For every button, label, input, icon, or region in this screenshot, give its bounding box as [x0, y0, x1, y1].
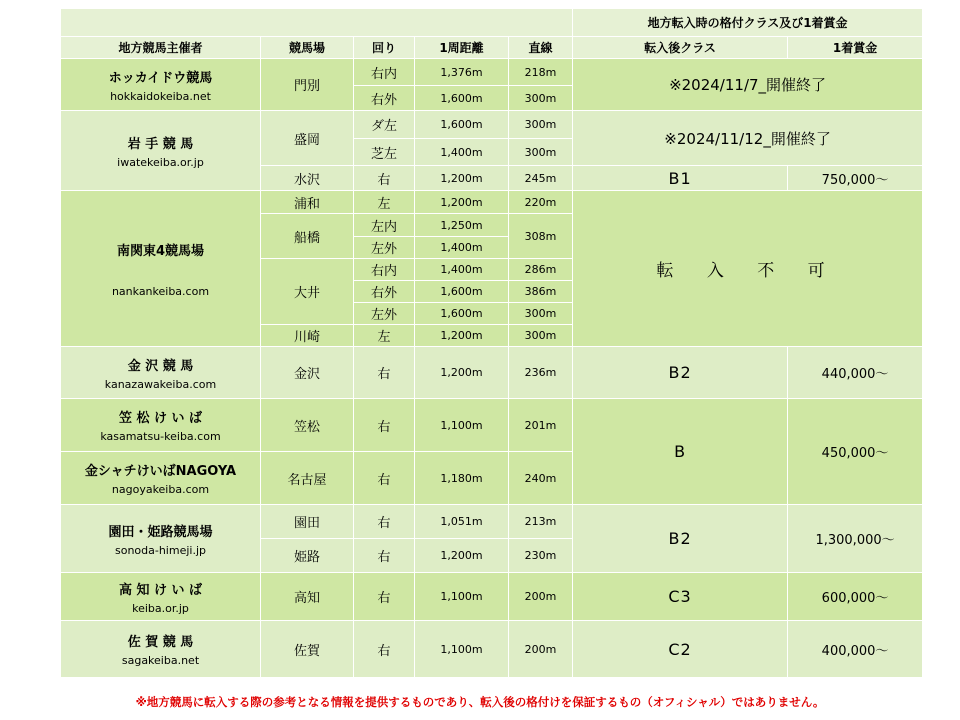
distance-cell: 1,600m	[415, 86, 509, 111]
operator-name: 南関東4競馬場	[116, 243, 205, 259]
header-row-columns	[61, 37, 923, 59]
class-cell: C2	[573, 621, 788, 678]
header-course: 競馬場	[261, 37, 354, 59]
distance-cell: 1,100m	[415, 621, 509, 678]
table-row	[61, 505, 923, 539]
table-row	[61, 347, 923, 399]
class-cell: B1	[573, 166, 788, 191]
operator-name: 岩 手 競 馬	[127, 136, 194, 152]
direction-cell: 芝左	[354, 139, 415, 166]
distance-cell: 1,180m	[415, 452, 509, 505]
straight-cell: 286m	[509, 259, 573, 281]
direction-cell: 右外	[354, 281, 415, 303]
course-cell: 船橋	[261, 214, 354, 259]
distance-cell: 1,051m	[415, 505, 509, 539]
operator-cell	[61, 573, 261, 621]
course-cell: 門別	[261, 59, 354, 111]
straight-cell: 201m	[509, 399, 573, 452]
operator-cell	[61, 399, 261, 452]
distance-cell: 1,400m	[415, 237, 509, 259]
table-row	[61, 399, 923, 452]
straight-cell: 245m	[509, 166, 573, 191]
course-cell: 姫路	[261, 539, 354, 573]
operator-url: kasamatsu-keiba.com	[100, 430, 221, 443]
operator-cell	[61, 191, 261, 347]
header-direction: 回り	[354, 37, 415, 59]
operator-name: 園田・姫路競馬場	[108, 524, 213, 540]
direction-cell: 右	[354, 452, 415, 505]
operator-url: nankankeiba.com	[111, 284, 210, 298]
course-cell: 名古屋	[261, 452, 354, 505]
distance-cell: 1,600m	[415, 111, 509, 139]
straight-cell: 200m	[509, 573, 573, 621]
operator-cell	[61, 621, 261, 678]
class-cell: B	[573, 399, 788, 505]
direction-cell: 左内	[354, 214, 415, 237]
operator-url: sagakeiba.net	[121, 654, 200, 667]
direction-cell: 右外	[354, 86, 415, 111]
straight-cell: 236m	[509, 347, 573, 399]
straight-cell: 308m	[509, 214, 573, 259]
table-row	[61, 573, 923, 621]
direction-cell: 右	[354, 621, 415, 678]
distance-cell: 1,376m	[415, 59, 509, 86]
closed-notice-cell: ※2024/11/12_開催終了	[573, 111, 923, 166]
course-cell: 水沢	[261, 166, 354, 191]
course-cell: 大井	[261, 259, 354, 325]
header-distance: 1周距離	[415, 37, 509, 59]
prize-cell: 450,000～	[788, 399, 923, 505]
operator-name: 笠 松 け い ば	[118, 411, 203, 426]
distance-cell: 1,200m	[415, 539, 509, 573]
straight-cell: 300m	[509, 86, 573, 111]
distance-cell: 1,100m	[415, 573, 509, 621]
distance-cell: 1,600m	[415, 281, 509, 303]
distance-cell: 1,200m	[415, 191, 509, 214]
table-row	[61, 59, 923, 86]
course-cell: 川崎	[261, 325, 354, 347]
direction-cell: 左	[354, 325, 415, 347]
operator-name: 金シャチけいばNAGOYA	[84, 464, 237, 479]
direction-cell: 右	[354, 166, 415, 191]
table-row	[61, 621, 923, 678]
course-cell: 金沢	[261, 347, 354, 399]
straight-cell: 386m	[509, 281, 573, 303]
header-blank	[61, 9, 573, 37]
direction-cell: 右	[354, 399, 415, 452]
operator-cell	[61, 347, 261, 399]
operator-url: iwatekeiba.or.jp	[117, 155, 204, 169]
course-cell: 浦和	[261, 191, 354, 214]
class-cell: B2	[573, 347, 788, 399]
operator-cell	[61, 505, 261, 573]
prize-cell: 1,300,000～	[788, 505, 923, 573]
straight-cell: 300m	[509, 325, 573, 347]
operator-cell	[61, 452, 261, 505]
direction-cell: 右	[354, 573, 415, 621]
course-cell: 佐賀	[261, 621, 354, 678]
course-cell: 園田	[261, 505, 354, 539]
straight-cell: 220m	[509, 191, 573, 214]
operator-url: kanazawakeiba.com	[104, 377, 217, 391]
straight-cell: 300m	[509, 303, 573, 325]
disclaimer-notice: ※地方競馬に転入する際の参考となる情報を提供するものであり、転入後の格付けを保証するもの（オフィシャル）ではありません。	[135, 695, 825, 709]
direction-cell: 右内	[354, 59, 415, 86]
distance-cell: 1,200m	[415, 325, 509, 347]
straight-cell: 230m	[509, 539, 573, 573]
keiba-transfer-table	[60, 8, 923, 678]
direction-cell: 右	[354, 539, 415, 573]
operator-url: keiba.or.jp	[132, 601, 189, 615]
distance-cell: 1,250m	[415, 214, 509, 237]
distance-cell: 1,400m	[415, 259, 509, 281]
direction-cell: ダ左	[354, 111, 415, 139]
straight-cell: 200m	[509, 621, 573, 678]
operator-cell	[61, 111, 261, 191]
course-cell: 笠松	[261, 399, 354, 452]
header-straight: 直線	[509, 37, 573, 59]
straight-cell: 218m	[509, 59, 573, 86]
class-cell: B2	[573, 505, 788, 573]
operator-url: nagoyakeiba.com	[111, 483, 210, 496]
header-class: 転入後クラス	[573, 37, 788, 59]
operator-name: 佐 賀 競 馬	[127, 635, 194, 650]
course-cell: 高知	[261, 573, 354, 621]
prize-cell: 440,000～	[788, 347, 923, 399]
prize-cell: 750,000～	[788, 166, 923, 191]
operator-name: ホッカイドウ競馬	[108, 70, 213, 86]
direction-cell: 左	[354, 191, 415, 214]
class-cell: C3	[573, 573, 788, 621]
header-row-group	[61, 9, 923, 37]
header-group-title: 地方転入時の格付クラス及び1着賞金	[573, 9, 923, 37]
header-prize: 1着賞金	[788, 37, 923, 59]
table-row	[61, 191, 923, 214]
table-row	[61, 111, 923, 139]
straight-cell: 240m	[509, 452, 573, 505]
direction-cell: 左外	[354, 303, 415, 325]
straight-cell: 300m	[509, 139, 573, 166]
operator-name: 高 知 け い ば	[118, 582, 203, 598]
distance-cell: 1,200m	[415, 166, 509, 191]
no-entry-cell: 転 入 不 可	[573, 191, 923, 347]
operator-url: sonoda-himeji.jp	[114, 543, 206, 557]
direction-cell: 右	[354, 505, 415, 539]
direction-cell: 右内	[354, 259, 415, 281]
header-operator: 地方競馬主催者	[61, 37, 261, 59]
course-cell: 盛岡	[261, 111, 354, 166]
distance-cell: 1,600m	[415, 303, 509, 325]
direction-cell: 右	[354, 347, 415, 399]
straight-cell: 213m	[509, 505, 573, 539]
prize-cell: 600,000～	[788, 573, 923, 621]
operator-cell	[61, 59, 261, 111]
closed-notice-cell: ※2024/11/7_開催終了	[573, 59, 923, 111]
straight-cell: 300m	[509, 111, 573, 139]
distance-cell: 1,200m	[415, 347, 509, 399]
distance-cell: 1,100m	[415, 399, 509, 452]
operator-url: hokkaidokeiba.net	[110, 89, 211, 103]
prize-cell: 400,000～	[788, 621, 923, 678]
distance-cell: 1,400m	[415, 139, 509, 166]
operator-name: 金 沢 競 馬	[127, 358, 194, 374]
direction-cell: 左外	[354, 237, 415, 259]
